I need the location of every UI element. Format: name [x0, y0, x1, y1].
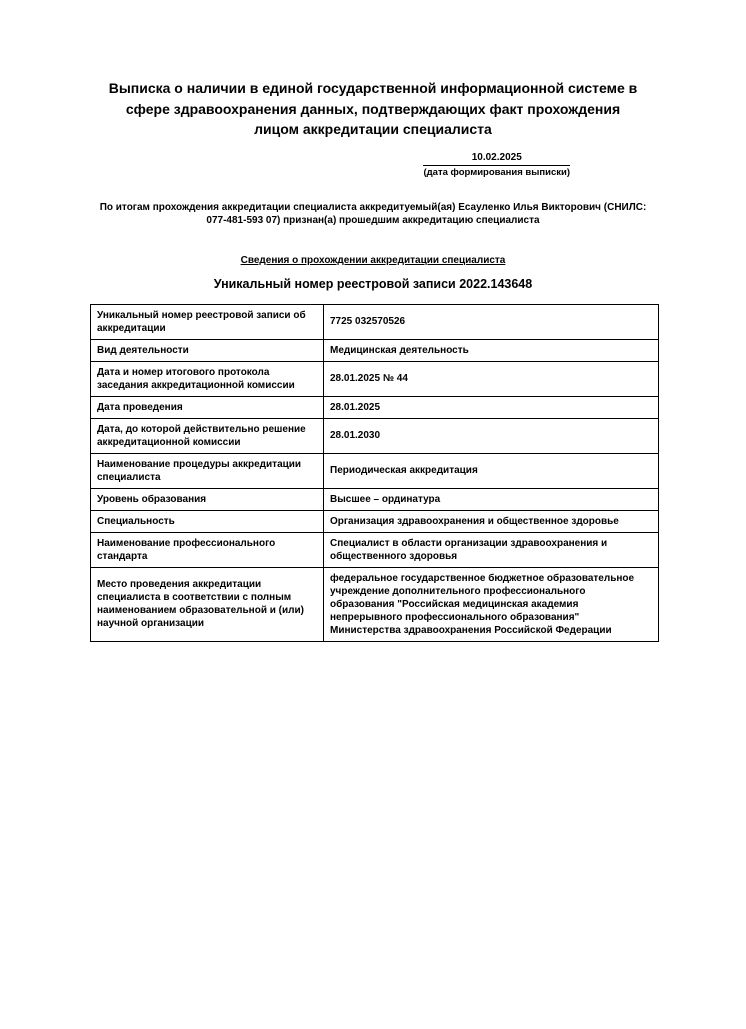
row-label-cell: Дата, до которой действительно решение аккредитационной комиссии	[91, 418, 324, 453]
row-value-cell: Высшее – ординатура	[324, 488, 659, 510]
table-row	[91, 304, 659, 339]
row-value-cell: 28.01.2025	[324, 396, 659, 418]
row-label-cell: Дата и номер итогового протокола заседания аккредитационной комиссии	[91, 361, 324, 396]
table-row	[91, 396, 659, 418]
row-label-cell: Уникальный номер реестровой записи об аккредитации	[91, 304, 324, 339]
table-row	[91, 453, 659, 488]
row-label-cell: Уровень образования	[91, 488, 324, 510]
row-value-cell: 7725 032570526	[324, 304, 659, 339]
registry-number-heading: Уникальный номер реестровой записи 2022.143648	[213, 276, 533, 291]
accreditation-table-body	[91, 304, 659, 641]
table-row	[91, 510, 659, 532]
row-value-cell: 28.01.2025 № 44	[324, 361, 659, 396]
issue-date-value: 10.02.2025	[423, 151, 570, 166]
document-title: Выписка о наличии в единой государственной информационной системе в сфере здравоохранения данных, подтверждающих факт прохождения лицом аккредитации специалиста	[108, 80, 638, 137]
row-value-cell: федеральное государственное бюджетное образовательное учреждение дополнительного профессионального образования "Российская медицинская академия непрерывного профессионального образования" Министерства здравоохранения Российской Федерации	[324, 567, 659, 641]
table-row	[91, 361, 659, 396]
row-value-cell: Организация здравоохранения и общественное здоровье	[324, 510, 659, 532]
row-value-cell: 28.01.2030	[324, 418, 659, 453]
row-label-cell: Место проведения аккредитации специалиста в соответствии с полным наименованием образовательной и (или) научной организации	[91, 567, 324, 641]
table-row	[91, 532, 659, 567]
table-row	[91, 418, 659, 453]
section-heading: Сведения о прохождении аккредитации специалиста	[240, 254, 506, 266]
accreditation-table	[90, 304, 659, 642]
row-label-cell: Дата проведения	[91, 396, 324, 418]
table-row	[91, 567, 659, 641]
issue-date-block	[90, 151, 656, 180]
intro-paragraph: По итогам прохождения аккредитации специалиста аккредитуемый(ая) Есауленко Илья Викторович (СНИЛС: 077-481-593 07) признан(а) прошедшим аккредитацию специалиста	[99, 201, 647, 226]
row-label-cell: Наименование процедуры аккредитации специалиста	[91, 453, 324, 488]
row-label-cell: Наименование профессионального стандарта	[91, 532, 324, 567]
issue-date-inner	[423, 151, 570, 179]
row-value-cell: Медицинская деятельность	[324, 339, 659, 361]
row-value-cell: Специалист в области организации здравоохранения и общественного здоровья	[324, 532, 659, 567]
row-label-cell: Вид деятельности	[91, 339, 324, 361]
row-label-cell: Специальность	[91, 510, 324, 532]
table-row	[91, 488, 659, 510]
issue-date-caption: (дата формирования выписки)	[423, 166, 570, 178]
table-row	[91, 339, 659, 361]
row-value-cell: Периодическая аккредитация	[324, 453, 659, 488]
